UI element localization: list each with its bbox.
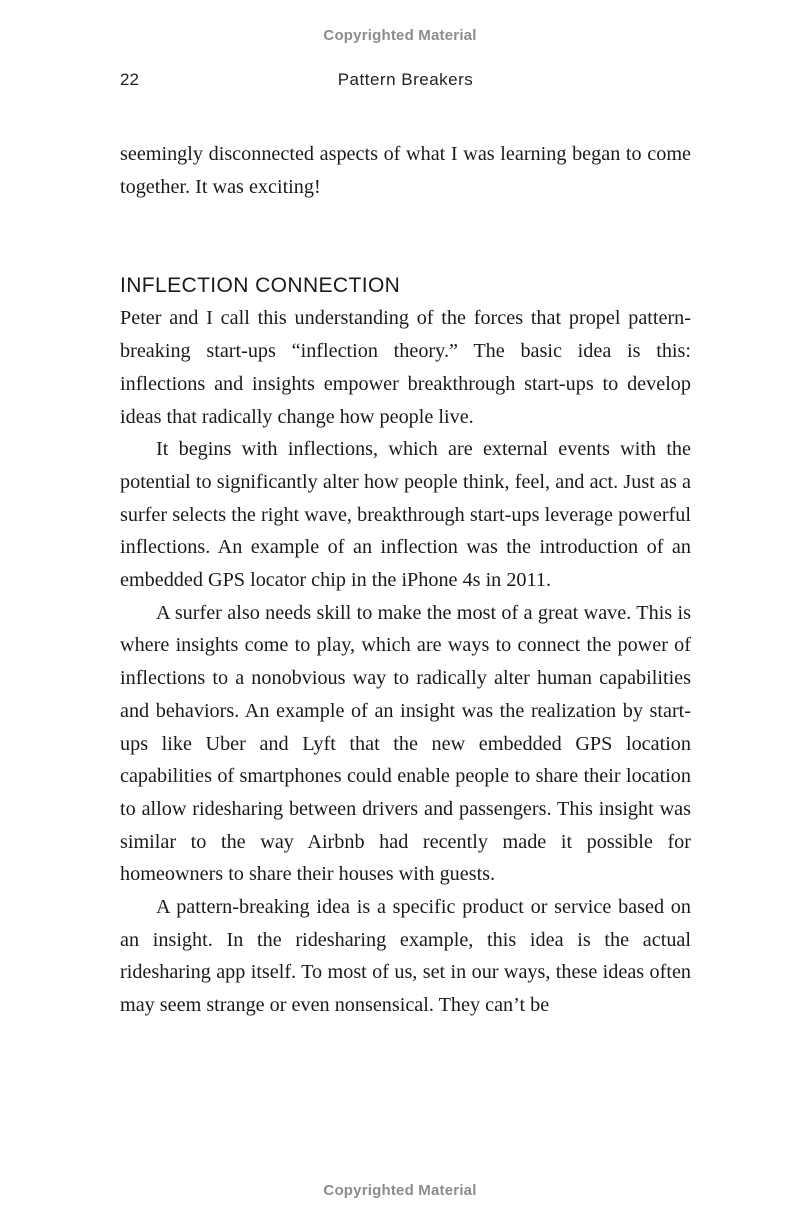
body-paragraph: A pattern-breaking idea is a specific product or service based on an insight. In the ridesharing example, this idea is the actual ridesharing app itself. To most of us, set in our ways, these ideas often may seem strange or even nonsensical. They can’t be <box>120 896 691 1017</box>
body-paragraph: A surfer also needs skill to make the most of a great wave. This is where insights come to play, which are ways to connect the power of inflections to a nonobvious way to radically alter human capabilities and behaviors. An example of an insight was the realization by start-ups like Uber and Lyft that the new embedded GPS location capabilities of smartphones could enable people to share their location to allow ridesharing between drivers and passengers. This insight was similar to the way Airbnb had recently made it possible for homeowners to share their houses with guests. <box>120 601 691 886</box>
opening-paragraph: seemingly disconnected aspects of what I was learning began to come together. It was exciting! <box>120 143 691 198</box>
section-heading: INFLECTION CONNECTION <box>120 274 401 298</box>
copyright-watermark-bottom: Copyrighted Material <box>323 1182 477 1199</box>
body-paragraph: Peter and I call this understanding of the forces that propel pattern-breaking start-ups “inflection theory.” The basic idea is this: inflections and insights empower breakthrough start-ups to develop ideas that radically change how people live. <box>120 307 691 428</box>
page-number: 22 <box>120 70 139 89</box>
copyright-watermark-top: Copyrighted Material <box>323 27 477 44</box>
body-paragraph: It begins with inflections, which are external events with the potential to significantly alter how people think, feel, and act. Just as a surfer selects the right wave, breakthrough start-ups leverage powerful inflections. An example of an inflection was the introduction of an embedded GPS locator chip in the iPhone 4s in 2011. <box>120 438 691 592</box>
book-title: Pattern Breakers <box>337 70 474 89</box>
page-body <box>120 138 691 1022</box>
running-head <box>120 70 691 94</box>
